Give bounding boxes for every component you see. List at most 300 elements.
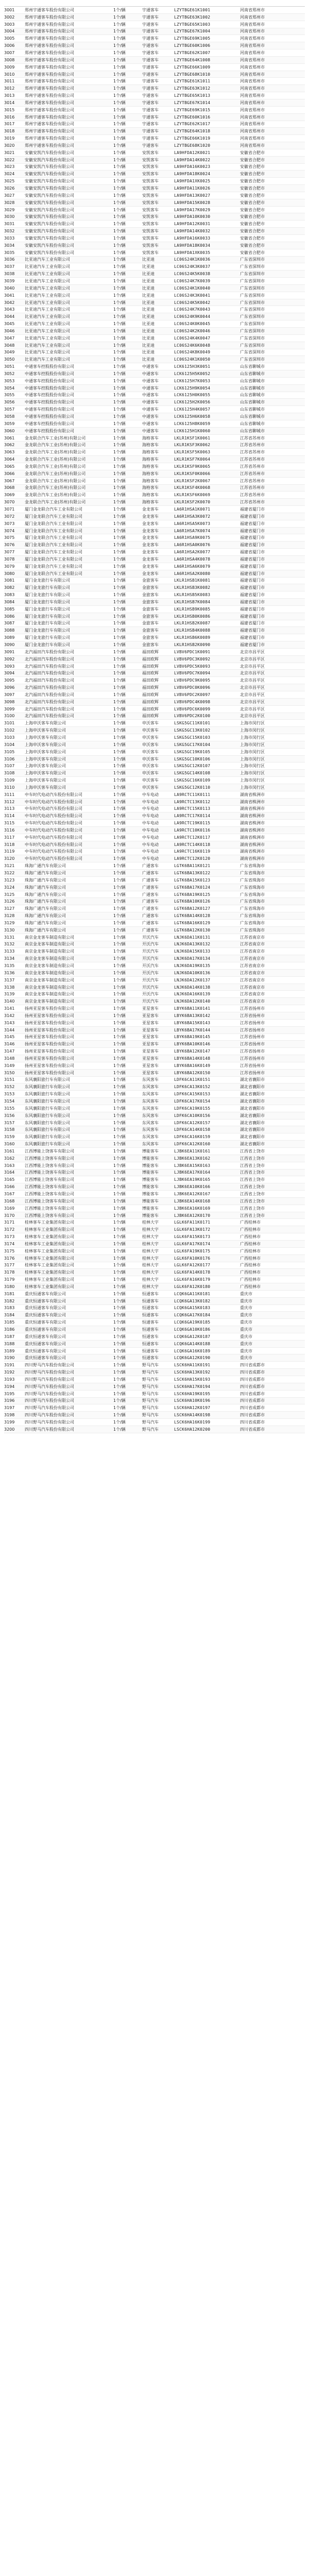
vin-code-cell: LDFK6CA14K0158 [174,1127,211,1132]
vin-code-cell: LNJK6DA17K0134 [174,956,211,961]
region-cell: 江苏省扬州市 [240,1027,265,1032]
quantity-cell: 1个/辆 [113,1306,126,1311]
table-row [4,1005,305,1012]
region-cell: 河南省郑州市 [240,122,265,127]
table-row [4,1404,305,1412]
company-name-cell: 珠海广通汽车有限公司 [25,927,66,933]
table-row [4,1112,305,1120]
vehicle-brand-cell: 桂林大宇 [142,1234,159,1240]
quantity-cell: 1个/辆 [113,1270,126,1275]
region-cell: 安徽省合肥市 [240,229,265,234]
vin-code-cell: LDFK6CA15K0153 [174,1092,211,1097]
vin-code-cell: LZYTBGE67K1004 [174,29,211,34]
company-name-cell: 四川野马汽车股份有限公司 [25,1398,74,1403]
quantity-cell: 1个/辆 [113,485,126,490]
region-cell: 上海市闵行区 [240,778,265,783]
region-cell: 广西桂林市 [240,1234,261,1240]
row-number-cell: 3013 [4,93,15,98]
row-number-cell: 3121 [4,863,15,869]
vin-code-cell: LSKG5GC11K0101 [174,721,211,726]
table-row [4,1376,305,1383]
quantity-cell: 1个/辆 [113,14,126,20]
vin-code-cell: LCQK6GA11K0181 [174,1291,211,1296]
quantity-cell: 1个/辆 [113,1134,126,1140]
quantity-cell: 1个/辆 [113,970,126,975]
vin-code-cell: LNJK6DA10K0136 [174,970,211,975]
row-number-cell: 3148 [4,1056,15,1061]
vin-code-cell: LKLR1HSB3K0082 [174,585,211,590]
region-cell: 江西省上饶市 [240,1191,265,1196]
quantity-cell: 1个/辆 [113,114,126,120]
region-cell: 福建省厦门市 [240,642,265,648]
table-row [4,1219,305,1226]
company-name-cell: 东风襄阳旅行车有限公司 [25,1077,70,1082]
row-number-cell: 3144 [4,1027,15,1032]
region-cell: 湖北省襄阳市 [240,1142,265,1147]
table-row [4,435,305,442]
quantity-cell: 1个/辆 [113,1148,126,1154]
vehicle-brand-cell: 安凯客车 [142,164,159,170]
vehicle-brand-cell: 博能客车 [142,1148,159,1154]
vin-code-cell: LSCK6HA11K0191 [174,1363,211,1368]
vehicle-brand-cell: 中车电动 [142,821,159,826]
table-row [4,834,305,841]
company-name-cell: 金龙联合汽车工业(苏州)有限公司 [25,485,86,490]
quantity-cell: 1个/辆 [113,357,126,362]
company-name-cell: 郑州宇通客车股份有限公司 [25,14,74,20]
vin-code-cell: LSCK6HA19K0195 [174,1391,211,1396]
vin-code-cell: LGTK6BA13K0122 [174,871,211,876]
row-number-cell: 3194 [4,1384,15,1389]
quantity-cell: 1个/辆 [113,1284,126,1289]
company-name-cell: 重庆恒通客车有限公司 [25,1313,66,1318]
row-number-cell: 3018 [4,129,15,134]
table-row [4,1041,305,1048]
table-row [4,1105,305,1112]
vin-code-cell: LVBV6PDC2K0100 [174,714,211,719]
vin-code-cell: LA6R1HSA2K0077 [174,550,211,555]
company-name-cell: 中通客车控股股份有限公司 [25,385,74,391]
table-row [4,706,305,713]
table-row [4,71,305,78]
quantity-cell: 1个/辆 [113,571,126,576]
vin-code-cell: LA9RCTC12K0120 [174,856,211,861]
quantity-cell: 1个/辆 [113,564,126,569]
table-row [4,1383,305,1391]
vin-code-cell: LC06S24K1K0036 [174,257,211,262]
row-number-cell: 3115 [4,821,15,826]
table-row [4,634,305,641]
quantity-cell: 1个/辆 [113,856,126,861]
company-name-cell: 比亚迪汽车工业有限公司 [25,257,70,262]
vin-code-cell: LCQK6GA16K0189 [174,1348,211,1353]
vin-code-cell: LJBK6EA14K0168 [174,1198,211,1204]
vin-code-cell: LC06S24K6K0048 [174,343,211,348]
region-cell: 山东省聊城市 [240,364,265,369]
vin-code-cell: LCK6125H6K0058 [174,414,211,419]
quantity-cell: 1个/辆 [113,506,126,512]
table-row [4,1369,305,1376]
region-cell: 江西省上饶市 [240,1206,265,1211]
vin-code-cell: LA9HFDA11K0026 [174,186,211,191]
region-cell: 江苏省南京市 [240,977,265,982]
vehicle-brand-cell: 亚星客车 [142,1070,159,1075]
table-row [4,306,305,313]
region-cell: 河南省郑州市 [240,107,265,112]
company-name-cell: 东风襄阳旅行车有限公司 [25,1120,70,1125]
region-cell: 广东省深圳市 [240,314,265,319]
company-name-cell: 南京金龙客车制造有限公司 [25,942,74,947]
company-name-cell: 南京金龙客车制造有限公司 [25,949,74,954]
row-number-cell: 3098 [4,699,15,704]
vehicle-brand-cell: 宇通客车 [142,72,159,77]
vin-code-cell: LCQK6GA17K0184 [174,1313,211,1318]
region-cell: 北京市昌平区 [240,685,265,690]
quantity-cell: 1个/辆 [113,671,126,676]
vin-code-cell: LGLK6FA11K0171 [174,1220,211,1225]
row-number-cell: 3154 [4,1099,15,1104]
table-row [4,270,305,278]
region-cell: 重庆市 [240,1306,252,1311]
company-name-cell: 重庆恒通客车有限公司 [25,1327,66,1332]
vehicle-brand-cell: 宇通客车 [142,50,159,55]
company-name-cell: 重庆恒通客车有限公司 [25,1348,66,1353]
region-cell: 安徽省合肥市 [240,157,265,162]
vin-code-cell: LA9RCTC16K0119 [174,849,211,854]
quantity-cell: 1个/辆 [113,877,126,883]
quantity-cell: 1个/辆 [113,578,126,583]
table-row [4,912,305,920]
company-name-cell: 中车时代电动汽车股份有限公司 [25,842,82,847]
region-cell: 江苏省南京市 [240,963,265,968]
row-number-cell: 3188 [4,1341,15,1346]
company-name-cell: 扬州亚星客车股份有限公司 [25,1027,74,1032]
company-name-cell: 中车时代电动汽车股份有限公司 [25,814,82,819]
quantity-cell: 1个/辆 [113,942,126,947]
row-number-cell: 3164 [4,1170,15,1175]
vin-code-cell: LBYK6BA12K0147 [174,1049,211,1054]
vehicle-brand-cell: 安凯客车 [142,250,159,255]
vin-code-cell: LBYK6BA16K0149 [174,1063,211,1068]
row-number-cell: 3165 [4,1177,15,1182]
vehicle-brand-cell: 恒通客车 [142,1341,159,1346]
vin-code-cell: LGTK6BA12K0130 [174,927,211,933]
vin-code-cell: LCQK6GA10K0186 [174,1327,211,1332]
quantity-cell: 1个/辆 [113,1063,126,1068]
quantity-cell: 1个/辆 [113,699,126,704]
table-row [4,941,305,948]
region-cell: 河南省郑州市 [240,100,265,105]
region-cell: 江西省上饶市 [240,1184,265,1190]
company-name-cell: 重庆恒通客车有限公司 [25,1320,66,1325]
vin-code-cell: LGLK6FA15K0173 [174,1234,211,1240]
table-row [4,292,305,299]
quantity-cell: 1个/辆 [113,36,126,41]
region-cell: 江苏省扬州市 [240,1070,265,1075]
region-cell: 重庆市 [240,1348,252,1353]
row-number-cell: 3076 [4,543,15,548]
row-number-cell: 3094 [4,671,15,676]
row-number-cell: 3053 [4,378,15,383]
row-number-cell: 3019 [4,136,15,141]
region-cell: 山东省聊城市 [240,400,265,405]
company-name-cell: 东风襄阳旅行车有限公司 [25,1142,70,1147]
vehicle-brand-cell: 安凯客车 [142,186,159,191]
region-cell: 江苏省南京市 [240,935,265,940]
region-cell: 江西省上饶市 [240,1177,265,1182]
vin-code-cell: LJBK6EA16K0169 [174,1206,211,1211]
row-number-cell: 3114 [4,814,15,819]
vehicle-brand-cell: 博能客车 [142,1177,159,1182]
vehicle-brand-cell: 中通客车 [142,414,159,419]
vin-code-cell: LKLR1KSF2K0067 [174,478,211,483]
company-name-cell: 珠海广通汽车有限公司 [25,913,66,919]
row-number-cell: 3195 [4,1391,15,1396]
row-number-cell: 3069 [4,493,15,498]
table-row [4,228,305,235]
quantity-cell: 1个/辆 [113,464,126,469]
region-cell: 湖北省襄阳市 [240,1084,265,1090]
company-name-cell: 郑州宇通客车股份有限公司 [25,107,74,112]
quantity-cell: 1个/辆 [113,871,126,876]
table-row [4,1205,305,1212]
company-name-cell: 四川野马汽车股份有限公司 [25,1391,74,1396]
region-cell: 江苏省苏州市 [240,450,265,455]
table-row [4,1034,305,1041]
region-cell: 山东省聊城市 [240,371,265,376]
vehicle-brand-cell: 恒通客车 [142,1320,159,1325]
vehicle-brand-cell: 中通客车 [142,371,159,376]
company-name-cell: 北汽福田汽车股份有限公司 [25,685,74,690]
vin-code-cell: LZYTBGE64K1018 [174,129,211,134]
vin-code-cell: LJBK6EA13K0162 [174,1156,211,1161]
company-name-cell: 东风襄阳旅行车有限公司 [25,1084,70,1090]
region-cell: 广东省深圳市 [240,343,265,348]
company-name-cell: 桂林客车工业集团有限公司 [25,1241,74,1246]
vin-code-cell: LA9RCTC19K0115 [174,821,211,826]
vehicle-brand-cell: 比亚迪 [142,335,154,341]
table-row [4,392,305,399]
region-cell: 上海市闵行区 [240,721,265,726]
vin-code-cell: LA9HFDA16K0023 [174,164,211,170]
row-number-cell: 3151 [4,1077,15,1082]
region-cell: 河南省郑州市 [240,79,265,84]
row-number-cell: 3112 [4,799,15,804]
table-row [4,599,305,606]
row-number-cell: 3029 [4,207,15,212]
region-cell: 河南省郑州市 [240,86,265,91]
row-number-cell: 3141 [4,1006,15,1011]
table-row [4,21,305,28]
table-row [4,235,305,242]
vin-code-cell: LKLR1KSF3K0062 [174,443,211,448]
vin-code-cell: LC06S24K8K0049 [174,350,211,355]
vehicle-brand-cell: 比亚迪 [142,357,154,362]
region-cell: 福建省厦门市 [240,564,265,569]
company-name-cell: 厦门金龙旅行车有限公司 [25,628,70,633]
row-number-cell: 3103 [4,735,15,740]
company-name-cell: 安徽安凯汽车股份有限公司 [25,164,74,170]
table-row [4,385,305,392]
region-cell: 广西桂林市 [240,1227,261,1232]
quantity-cell: 1个/辆 [113,393,126,398]
vehicle-brand-cell: 申沃客车 [142,735,159,740]
table-row [4,1248,305,1255]
company-name-cell: 南京金龙客车制造有限公司 [25,963,74,968]
vehicle-brand-cell: 亚星客车 [142,1056,159,1061]
vin-code-cell: LSKG5GC16K0109 [174,778,211,783]
table-row [4,1233,305,1241]
company-name-cell: 比亚迪汽车工业有限公司 [25,343,70,348]
quantity-cell: 1个/辆 [113,1341,126,1346]
quantity-cell: 1个/辆 [113,949,126,954]
table-row [4,78,305,85]
vehicle-brand-cell: 宇通客车 [142,122,159,127]
vin-code-cell: LKLR1KSF2K0070 [174,500,211,505]
region-cell: 湖北省襄阳市 [240,1077,265,1082]
table-row [4,663,305,670]
quantity-cell: 1个/辆 [113,977,126,982]
vin-code-cell: LZYTBGE69K1015 [174,107,211,112]
vehicle-brand-cell: 比亚迪 [142,314,154,319]
vin-code-cell: LGLK6FA12K0177 [174,1263,211,1268]
quantity-cell: 1个/辆 [113,985,126,990]
vehicle-brand-cell: 野马汽车 [142,1405,159,1411]
company-name-cell: 中通客车控股股份有限公司 [25,421,74,426]
vin-code-cell: LKLR1HSB7K0084 [174,599,211,604]
region-cell: 河南省郑州市 [240,50,265,55]
vehicle-brand-cell: 中通客车 [142,428,159,433]
row-number-cell: 3097 [4,692,15,697]
vehicle-brand-cell: 福田欧辉 [142,692,159,697]
row-number-cell: 3133 [4,949,15,954]
vin-code-cell: LA9RCTC14K0118 [174,842,211,847]
quantity-cell: 1个/辆 [113,1298,126,1303]
vin-code-cell: LSKG5GC19K0105 [174,749,211,754]
company-name-cell: 郑州宇通客车股份有限公司 [25,93,74,98]
region-cell: 湖南省株洲市 [240,827,265,833]
vehicle-brand-cell: 宇通客车 [142,36,159,41]
row-number-cell: 3179 [4,1277,15,1282]
vin-code-cell: LNJK6DA13K0132 [174,942,211,947]
row-number-cell: 3066 [4,471,15,476]
vehicle-brand-cell: 恒通客车 [142,1327,159,1332]
vehicle-brand-cell: 安凯客车 [142,222,159,227]
vin-code-cell: LKLR1HSB0K0086 [174,614,211,619]
quantity-cell: 1个/辆 [113,1377,126,1382]
company-name-cell: 东风襄阳旅行车有限公司 [25,1092,70,1097]
vehicle-brand-cell: 金旅客车 [142,635,159,640]
company-name-cell: 郑州宇通客车股份有限公司 [25,122,74,127]
vehicle-brand-cell: 宇通客车 [142,86,159,91]
region-cell: 广东省深圳市 [240,293,265,298]
vehicle-brand-cell: 博能客车 [142,1163,159,1168]
table-row [4,449,305,456]
vehicle-brand-cell: 中车电动 [142,849,159,854]
vehicle-brand-cell: 比亚迪 [142,343,154,348]
vin-code-cell: LZYTBGE60K1006 [174,43,211,48]
row-number-cell: 3166 [4,1184,15,1190]
table-row [4,107,305,114]
vin-code-cell: LGTK6BA19K0125 [174,892,211,897]
vehicle-brand-cell: 中通客车 [142,421,159,426]
region-cell: 河南省郑州市 [240,143,265,148]
vehicle-brand-cell: 海格客车 [142,471,159,476]
vehicle-brand-cell: 中车电动 [142,842,159,847]
quantity-cell: 1个/辆 [113,364,126,369]
vin-code-cell: LVBV6PDC6K0099 [174,706,211,711]
company-name-cell: 上海申沃客车有限公司 [25,764,66,769]
vin-code-cell: LJBK6EA15K0163 [174,1163,211,1168]
row-number-cell: 3025 [4,179,15,184]
vin-code-cell: LSCK6HA10K0196 [174,1398,211,1403]
row-number-cell: 3162 [4,1156,15,1161]
table-row [4,492,305,499]
vehicle-brand-cell: 恒通客车 [142,1313,159,1318]
vin-code-cell: LZYTBGE68K1020 [174,143,211,148]
region-cell: 福建省厦门市 [240,628,265,633]
region-cell: 广西桂林市 [240,1277,261,1282]
vehicle-brand-cell: 金旅客车 [142,642,159,648]
region-cell: 福建省厦门市 [240,585,265,590]
row-number-cell: 3041 [4,293,15,298]
vin-code-cell: LZYTBGE64K1008 [174,57,211,62]
row-number-cell: 3052 [4,371,15,376]
region-cell: 江苏省苏州市 [240,457,265,462]
vin-code-cell: LGLK6FA10K0176 [174,1256,211,1261]
vehicle-brand-cell: 宇通客车 [142,57,159,62]
company-name-cell: 上海申沃客车有限公司 [25,771,66,776]
region-cell: 江西省上饶市 [240,1148,265,1154]
region-cell: 江苏省苏州市 [240,493,265,498]
vehicle-brand-cell: 野马汽车 [142,1384,159,1389]
table-row [4,99,305,107]
quantity-cell: 1个/辆 [113,1127,126,1132]
quantity-cell: 1个/辆 [113,535,126,540]
row-number-cell: 3054 [4,385,15,391]
company-name-cell: 桂林客车工业集团有限公司 [25,1220,74,1225]
vehicle-brand-cell: 安凯客车 [142,200,159,205]
region-cell: 广东省深圳市 [240,278,265,283]
company-name-cell: 北汽福田汽车股份有限公司 [25,664,74,669]
table-row [4,1362,305,1369]
quantity-cell: 1个/辆 [113,278,126,283]
region-cell: 广东省珠海市 [240,885,265,890]
vehicle-brand-cell: 宇通客车 [142,7,159,12]
row-number-cell: 3120 [4,856,15,861]
vehicle-brand-cell: 桂林大宇 [142,1241,159,1246]
company-name-cell: 比亚迪汽车工业有限公司 [25,335,70,341]
row-number-cell: 3196 [4,1398,15,1403]
quantity-cell: 1个/辆 [113,107,126,112]
company-name-cell: 金龙联合汽车工业(苏州)有限公司 [25,443,86,448]
vin-code-cell: LC06S24K7K0043 [174,307,211,312]
quantity-cell: 1个/辆 [113,343,126,348]
region-cell: 河南省郑州市 [240,36,265,41]
region-cell: 上海市闵行区 [240,735,265,740]
company-name-cell: 南京金龙客车制造有限公司 [25,977,74,982]
row-number-cell: 3160 [4,1142,15,1147]
vin-code-cell: LKLR1HSB2K0087 [174,621,211,626]
quantity-cell: 1个/辆 [113,963,126,968]
region-cell: 江西省上饶市 [240,1156,265,1161]
company-name-cell: 东风襄阳旅行车有限公司 [25,1134,70,1140]
vin-code-cell: LCQK6GA19K0185 [174,1320,211,1325]
quantity-cell: 1个/辆 [113,293,126,298]
company-name-cell: 比亚迪汽车工业有限公司 [25,272,70,277]
quantity-cell: 1个/辆 [113,1177,126,1182]
row-number-cell: 3176 [4,1256,15,1261]
